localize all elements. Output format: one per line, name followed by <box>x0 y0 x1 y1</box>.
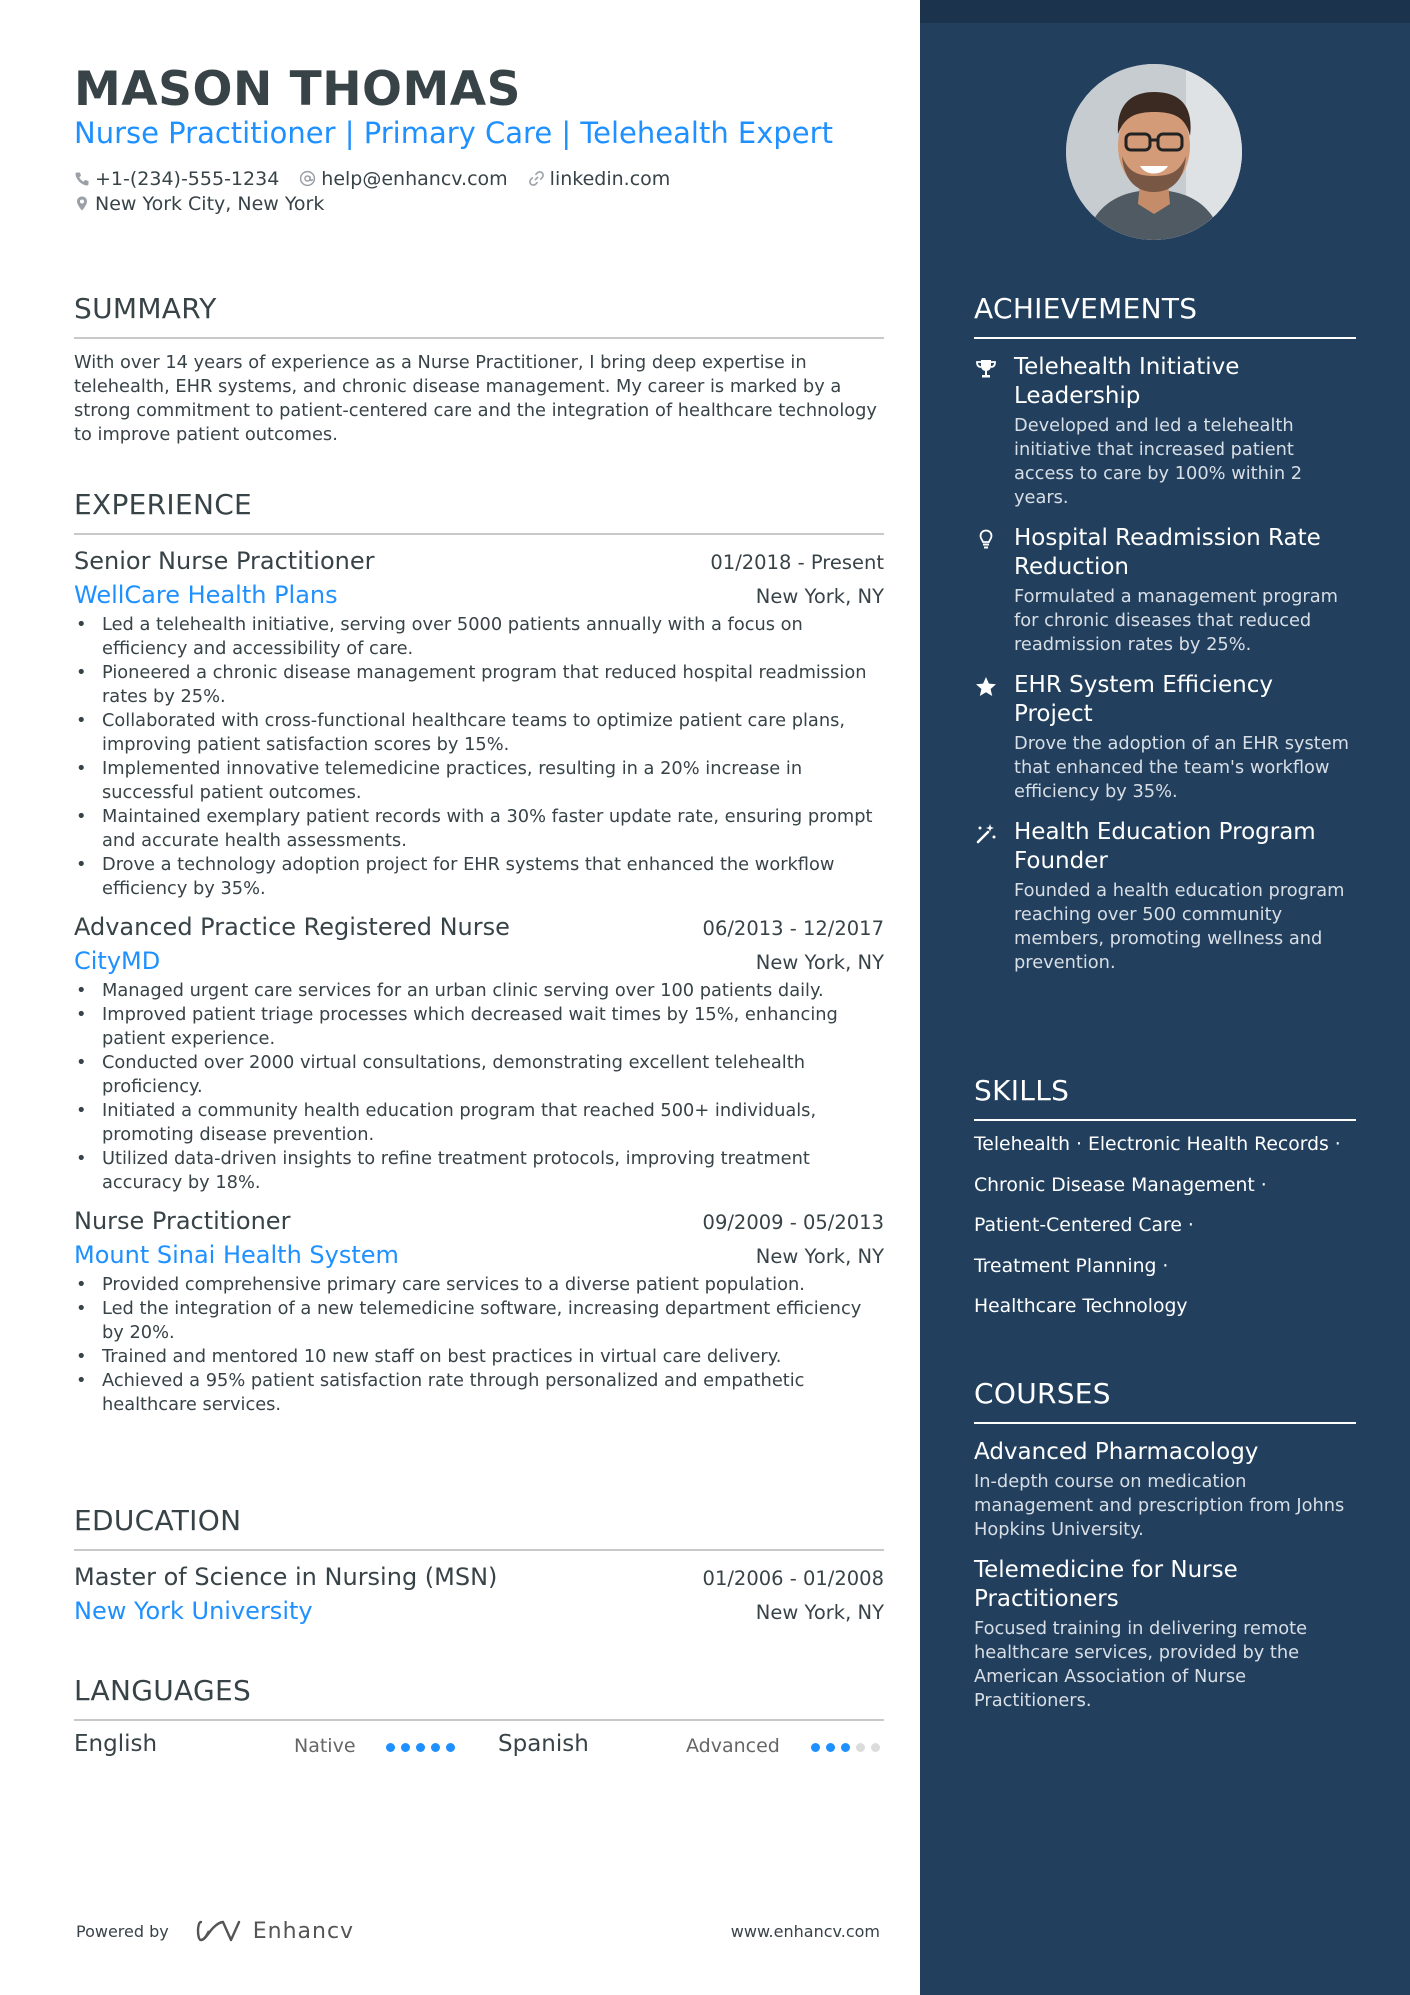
experience-heading: EXPERIENCE <box>74 488 884 535</box>
job-title: Senior Nurse Practitioner <box>74 547 375 575</box>
degree-title: Master of Science in Nursing (MSN) <box>74 1563 498 1591</box>
education-section <box>74 1504 884 1625</box>
bullet-item: • Collaborated with cross-functional healthcare teams to optimize patient care plans, improving patient satisfaction scores by 15%. <box>74 709 884 757</box>
course-title: Advanced Pharmacology <box>974 1439 1259 1465</box>
job-dates: 01/2018 - Present <box>710 551 884 574</box>
language-name: English <box>74 1731 158 1757</box>
sidebar <box>920 0 1410 1995</box>
language-rating <box>811 1743 886 1752</box>
magic-wand-icon <box>974 822 998 846</box>
sidebar-top-bar <box>920 0 1410 23</box>
powered-by-label: Powered by <box>76 1921 169 1941</box>
job-location: New York, NY <box>755 1245 884 1268</box>
languages-row <box>74 1731 884 1771</box>
achievement-item <box>974 818 1356 975</box>
bullet-item: • Led the integration of a new telemedicine software, increasing department efficiency by 20%. <box>74 1297 884 1345</box>
courses-section <box>974 1377 1356 1713</box>
candidate-title: Nurse Practitioner | Primary Care | Telehealth Expert <box>74 116 833 150</box>
job-entry <box>74 547 884 901</box>
contact-info <box>74 166 690 216</box>
phone-icon <box>74 171 90 187</box>
rating-dot-filled <box>386 1743 395 1752</box>
rating-dot-filled <box>811 1743 820 1752</box>
bullet-item: • Achieved a 95% patient satisfaction rate through personalized and empathetic healthcare services. <box>74 1369 884 1417</box>
skill-line: Treatment Planning · <box>974 1255 1169 1277</box>
site-url[interactable]: www.enhancv.com <box>730 1921 880 1941</box>
skill-line: Telehealth · Electronic Health Records · <box>974 1134 1341 1155</box>
achievement-desc: Drove the adoption of an EHR system that enhanced the team's workflow efficiency by 35%. <box>1014 733 1350 802</box>
rating-dot-filled <box>401 1743 410 1752</box>
job-location: New York, NY <box>755 951 884 974</box>
education-dates: 01/2006 - 01/2008 <box>702 1567 884 1590</box>
languages-heading: LANGUAGES <box>74 1674 884 1721</box>
job-title: Nurse Practitioner <box>74 1207 291 1235</box>
rating-dot-filled <box>431 1743 440 1752</box>
school-name: New York University <box>74 1597 313 1625</box>
job-location: New York, NY <box>755 585 884 608</box>
star-icon <box>974 675 998 699</box>
bullet-item: • Trained and mentored 10 new staff on best practices in virtual care delivery. <box>74 1345 884 1369</box>
education-entry <box>74 1563 884 1625</box>
bullet-item: • Utilized data-driven insights to refine treatment protocols, improving treatment accuracy by 18%. <box>74 1147 884 1195</box>
job-title: Advanced Practice Registered Nurse <box>74 913 510 941</box>
skills-section <box>974 1074 1356 1328</box>
rating-dot-filled <box>826 1743 835 1752</box>
linkedin-link[interactable]: linkedin.com <box>549 167 671 190</box>
skill-line: Patient-Centered Care · <box>974 1215 1194 1236</box>
language-level: Advanced <box>686 1735 780 1757</box>
company-name: WellCare Health Plans <box>74 581 338 609</box>
bullet-item: • Drove a technology adoption project for EHR systems that enhanced the workflow efficiency by 35%. <box>74 853 884 901</box>
summary-text: With over 14 years of experience as a Nurse Practitioner, I bring deep expertise in telehealth, EHR systems, and chronic disease management. My career is marked by a strong commitment to patient-centered care and the integration of healthcare technology to improve patient outcomes. <box>74 352 877 445</box>
at-icon <box>299 170 316 187</box>
company-name: Mount Sinai Health System <box>74 1241 399 1269</box>
rating-dot-empty <box>871 1743 880 1752</box>
link-icon <box>528 170 545 187</box>
course-desc: In-depth course on medication management and prescription from Johns Hopkins University. <box>974 1471 1345 1540</box>
summary-section <box>74 292 884 447</box>
achievement-title: Telehealth Initiative Leadership <box>1014 354 1240 409</box>
bullet-item: • Improved patient triage processes which decreased wait times by 15%, enhancing patient experience. <box>74 1003 884 1051</box>
job-bullets <box>74 613 884 901</box>
language-level: Native <box>294 1735 356 1757</box>
job-bullets <box>74 979 884 1195</box>
achievement-title: Health Education Program Founder <box>1014 819 1316 874</box>
rating-dot-filled <box>446 1743 455 1752</box>
job-dates: 09/2009 - 05/2013 <box>702 1211 884 1234</box>
skill-line: Chronic Disease Management · <box>974 1174 1267 1196</box>
achievements-section <box>974 292 1356 975</box>
achievement-title: Hospital Readmission Rate Reduction <box>1014 525 1321 580</box>
bullet-item: • Maintained exemplary patient records with a 30% faster update rate, ensuring prompt and accurate health assessments. <box>74 805 884 853</box>
rating-dot-filled <box>841 1743 850 1752</box>
education-heading: EDUCATION <box>74 1504 884 1551</box>
rating-dot-empty <box>856 1743 865 1752</box>
job-entry <box>74 913 884 1195</box>
course-title: Telemedicine for Nurse Practitioners <box>974 1557 1238 1612</box>
language-name: Spanish <box>498 1731 589 1757</box>
job-bullets <box>74 1273 884 1417</box>
education-location: New York, NY <box>755 1601 884 1624</box>
courses-heading: COURSES <box>974 1377 1356 1424</box>
bullet-item: • Provided comprehensive primary care services to a diverse patient population. <box>74 1273 884 1297</box>
summary-heading: SUMMARY <box>74 292 884 339</box>
achievement-desc: Founded a health education program reaching over 500 community members, promoting wellness and prevention. <box>1014 880 1345 973</box>
job-entry <box>74 1207 884 1417</box>
bullet-item: • Initiated a community health education program that reached 500+ individuals, promoting disease prevention. <box>74 1099 884 1147</box>
footer <box>76 1918 880 1944</box>
skills-heading: SKILLS <box>974 1074 1356 1121</box>
powered-by <box>76 1918 354 1944</box>
rating-dot-filled <box>416 1743 425 1752</box>
avatar <box>1066 64 1242 240</box>
phone-text[interactable]: +1-(234)-555-1234 <box>95 167 280 190</box>
course-item <box>974 1556 1356 1713</box>
achievement-desc: Developed and led a telehealth initiative that increased patient access to care by 100% within 2 years. <box>1014 415 1303 508</box>
enhancv-logo-icon <box>195 1918 243 1944</box>
email-link[interactable]: help@enhancv.com <box>321 167 508 190</box>
course-desc: Focused training in delivering remote healthcare services, provided by the American Association of Nurse Practitioners. <box>974 1618 1308 1711</box>
bullet-item: • Pioneered a chronic disease management program that reduced hospital readmission rates by 25%. <box>74 661 884 709</box>
achievement-item <box>974 524 1356 657</box>
language-rating <box>386 1743 461 1752</box>
course-item <box>974 1438 1356 1542</box>
candidate-name: MASON THOMAS <box>74 62 521 117</box>
bullet-item: • Led a telehealth initiative, serving over 5000 patients annually with a focus on efficiency and accessibility of care. <box>74 613 884 661</box>
experience-section <box>74 488 884 1417</box>
job-dates: 06/2013 - 12/2017 <box>702 917 884 940</box>
lightbulb-icon <box>974 528 998 552</box>
location-pin-icon <box>74 195 90 212</box>
skill-line: Healthcare Technology <box>974 1296 1188 1317</box>
bullet-item: • Implemented innovative telemedicine practices, resulting in a 20% increase in successful patient outcomes. <box>74 757 884 805</box>
bullet-item: • Managed urgent care services for an urban clinic serving over 100 patients daily. <box>74 979 884 1003</box>
location-text: New York City, New York <box>95 192 325 215</box>
bullet-item: • Conducted over 2000 virtual consultations, demonstrating excellent telehealth proficiency. <box>74 1051 884 1099</box>
brand-name: Enhancv <box>252 1918 355 1944</box>
trophy-icon <box>974 357 998 381</box>
achievement-item <box>974 671 1356 804</box>
achievements-heading: ACHIEVEMENTS <box>974 292 1356 339</box>
achievement-item <box>974 353 1356 510</box>
company-name: CityMD <box>74 947 161 975</box>
achievement-title: EHR System Efficiency Project <box>1014 672 1273 727</box>
languages-section <box>74 1674 884 1771</box>
avatar-portrait <box>1066 64 1242 240</box>
achievement-desc: Formulated a management program for chronic diseases that reduced readmission rates by 25%. <box>1014 586 1338 655</box>
